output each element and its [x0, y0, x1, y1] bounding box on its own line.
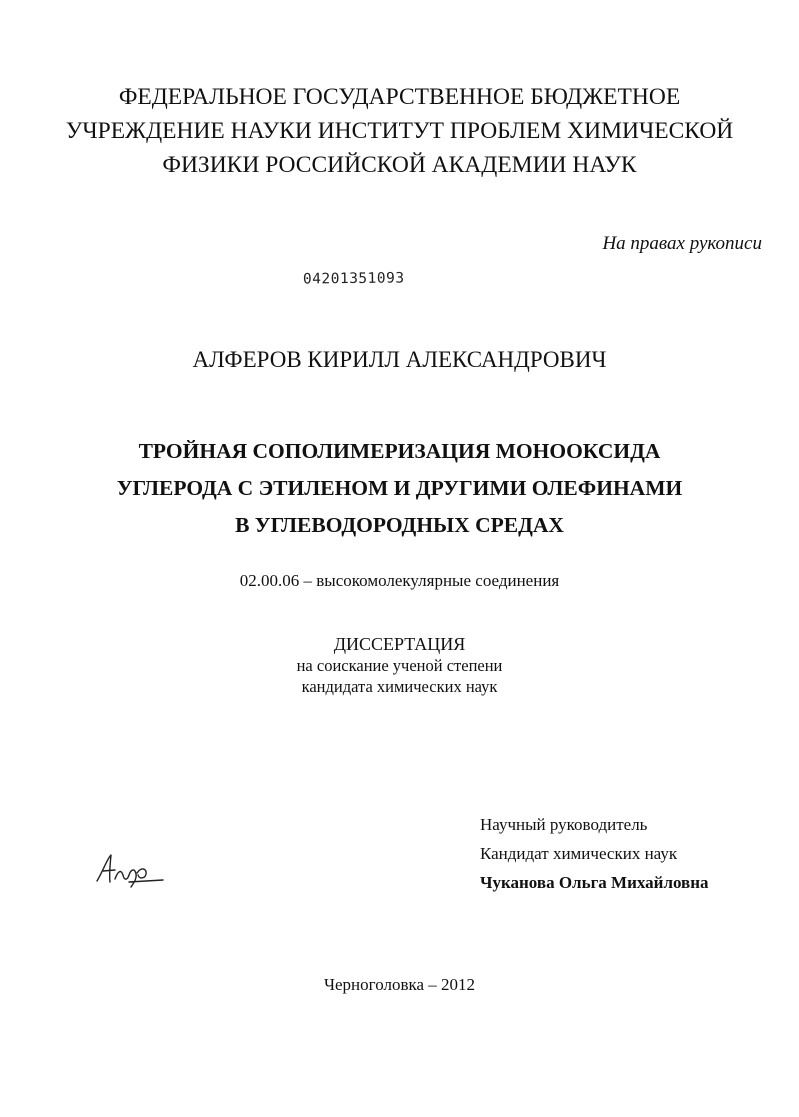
specialty-code: 02.00.06 – высокомолекулярные соединения: [239, 571, 560, 590]
institution-heading: [0, 80, 799, 182]
title-line-3: В УГЛЕВОДОРОДНЫХ СРЕДАХ: [235, 513, 564, 537]
dissertation-degree-line-2: кандидата химических наук: [301, 677, 498, 696]
institution-line-2: УЧРЕЖДЕНИЕ НАУКИ ИНСТИТУТ ПРОБЛЕМ ХИМИЧЕСКОЙ: [65, 118, 734, 144]
supervisor-name: Чуканова Ольга Михайловна: [480, 873, 709, 892]
institution-line-1: ФЕДЕРАЛЬНОЕ ГОСУДАРСТВЕННОЕ БЮДЖЕТНОЕ: [118, 84, 681, 110]
dissertation-block: [0, 634, 799, 697]
author-name: АЛФЕРОВ КИРИЛЛ АЛЕКСАНДРОВИЧ: [192, 347, 607, 372]
supervisor-block: [480, 810, 709, 897]
dissertation-degree-line-1: на соискание ученой степени: [296, 656, 503, 675]
handwritten-signature: [93, 851, 165, 891]
catalog-number-stamp: 04201351093: [302, 270, 405, 288]
title-line-1: ТРОЙНАЯ СОПОЛИМЕРИЗАЦИЯ МОНООКСИДА: [138, 439, 661, 463]
rights-note: На правах рукописи: [602, 233, 762, 254]
supervisor-role: Научный руководитель: [480, 815, 648, 834]
dissertation-title: [0, 433, 799, 544]
city-year: Черноголовка – 2012: [323, 975, 476, 994]
dissertation-type: ДИССЕРТАЦИЯ: [333, 634, 466, 654]
supervisor-degree: Кандидат химических наук: [480, 844, 678, 863]
institution-line-3: ФИЗИКИ РОССИЙСКОЙ АКАДЕМИИ НАУК: [162, 152, 637, 178]
title-line-2: УГЛЕРОДА С ЭТИЛЕНОМ И ДРУГИМИ ОЛЕФИНАМИ: [116, 476, 683, 500]
